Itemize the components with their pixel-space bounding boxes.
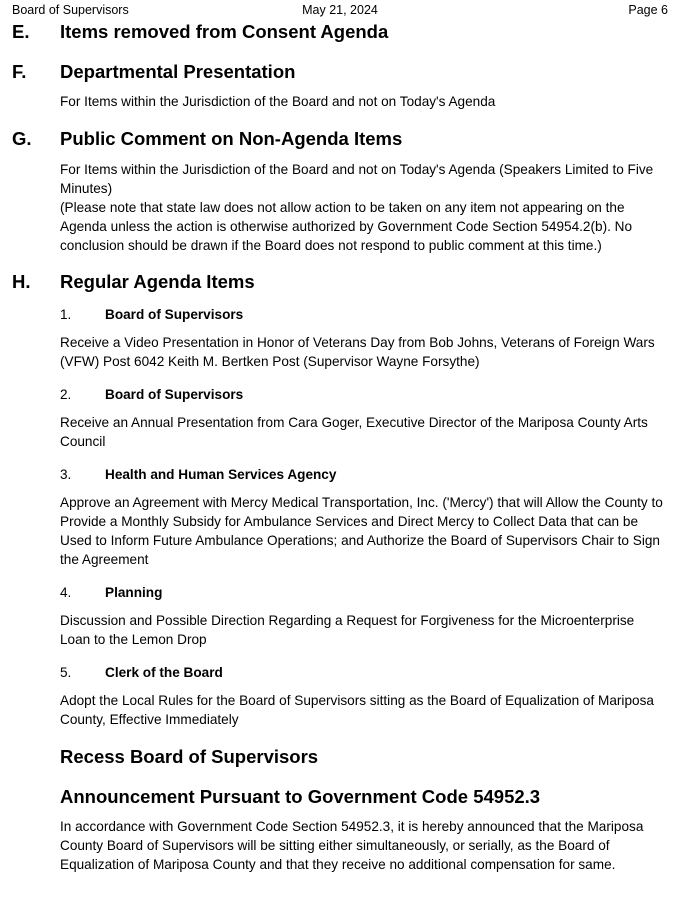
- section-g-note: (Please note that state law does not allow action to be taken on any item not appearing on the Agenda unless the action is otherwise authorized by Government Code Section 54954.2(b). No conclusion should be drawn if the Board does not respond to public comment at this time.): [60, 200, 633, 253]
- section-h-letter: H.: [12, 271, 31, 292]
- announcement-heading: Announcement Pursuant to Government Code 54952.3: [60, 786, 541, 807]
- agenda-item-department: Clerk of the Board: [105, 665, 223, 680]
- agenda-item-heading: [60, 663, 664, 682]
- section-f-title: Departmental Presentation: [60, 61, 296, 82]
- agenda-item-description: Adopt the Local Rules for the Board of Supervisors sitting as the Board of Equalization of Mariposa County, Effective Immediately: [60, 693, 654, 727]
- agenda-item: [60, 465, 664, 569]
- agenda-item-department: Board of Supervisors: [105, 307, 244, 322]
- agenda-item-heading: [60, 465, 664, 484]
- section-g-letter: G.: [12, 128, 32, 149]
- section-h-heading: [12, 270, 664, 294]
- agenda-content: [12, 20, 664, 888]
- section-e: [12, 20, 664, 44]
- agenda-item-description: Approve an Agreement with Mercy Medical Transportation, Inc. ('Mercy') that will Allow the County to Provide a Monthly Subsidy for Ambulance Services and Direct Mercy to Collect Data that can be Used to Inform Future Ambulance Operations; and Authorize the Board of Supervisors Chair to Sign the Agreement: [60, 495, 663, 567]
- section-g-heading: [12, 127, 664, 151]
- section-h-title: Regular Agenda Items: [60, 271, 255, 292]
- agenda-item-department: Planning: [105, 585, 163, 600]
- section-g-text: For Items within the Jurisdiction of the Board and not on Today's Agenda (Speakers Limited to Five Minutes): [60, 162, 654, 196]
- section-e-heading: [12, 20, 664, 44]
- section-f: [12, 60, 664, 111]
- section-h: [12, 270, 664, 729]
- agenda-item-description: Receive an Annual Presentation from Cara Goger, Executive Director of the Mariposa County Arts Council: [60, 415, 648, 449]
- section-f-body: [60, 92, 664, 111]
- announcement-text: In accordance with Government Code Section 54952.3, it is hereby announced that the Mariposa County Board of Supervisors will be sitting either simultaneously, or serially, as the Board of Equalization of Mariposa County and that they receive no additional compensation for same.: [60, 819, 644, 872]
- agenda-item: [60, 583, 664, 649]
- agenda-item-list: [60, 305, 664, 729]
- header-page-number: Page 6: [628, 3, 668, 17]
- section-f-heading: [12, 60, 664, 84]
- agenda-item-number: 5.: [60, 665, 72, 680]
- section-g-title: Public Comment on Non-Agenda Items: [60, 128, 403, 149]
- header-date: May 21, 2024: [302, 3, 378, 17]
- agenda-item-department: Board of Supervisors: [105, 387, 244, 402]
- recess-heading: Recess Board of Supervisors: [60, 746, 319, 767]
- agenda-item-number: 4.: [60, 585, 72, 600]
- agenda-item-department: Health and Human Services Agency: [105, 467, 337, 482]
- agenda-item-heading: [60, 583, 664, 602]
- agenda-item: [60, 305, 664, 371]
- section-f-text: For Items within the Jurisdiction of the Board and not on Today's Agenda: [60, 94, 496, 109]
- agenda-item-number: 1.: [60, 307, 72, 322]
- agenda-item-description: Receive a Video Presentation in Honor of Veterans Day from Bob Johns, Veterans of Foreign Wars (VFW) Post 6042 Keith M. Bertken Post (Supervisor Wayne Forsythe): [60, 335, 655, 369]
- agenda-item-heading: [60, 385, 664, 404]
- agenda-item-number: 3.: [60, 467, 72, 482]
- agenda-item-heading: [60, 305, 664, 324]
- section-e-title: Items removed from Consent Agenda: [60, 21, 389, 42]
- section-g: [12, 127, 664, 255]
- agenda-item-description: Discussion and Possible Direction Regarding a Request for Forgiveness for the Microenterprise Loan to the Lemon Drop: [60, 613, 635, 647]
- section-e-letter: E.: [12, 21, 30, 42]
- agenda-item: [60, 385, 664, 451]
- section-g-body: [60, 160, 664, 255]
- page-header: [12, 1, 668, 19]
- header-board-name: Board of Supervisors: [12, 3, 129, 17]
- agenda-item-number: 2.: [60, 387, 72, 402]
- section-f-letter: F.: [12, 61, 27, 82]
- agenda-item: [60, 663, 664, 729]
